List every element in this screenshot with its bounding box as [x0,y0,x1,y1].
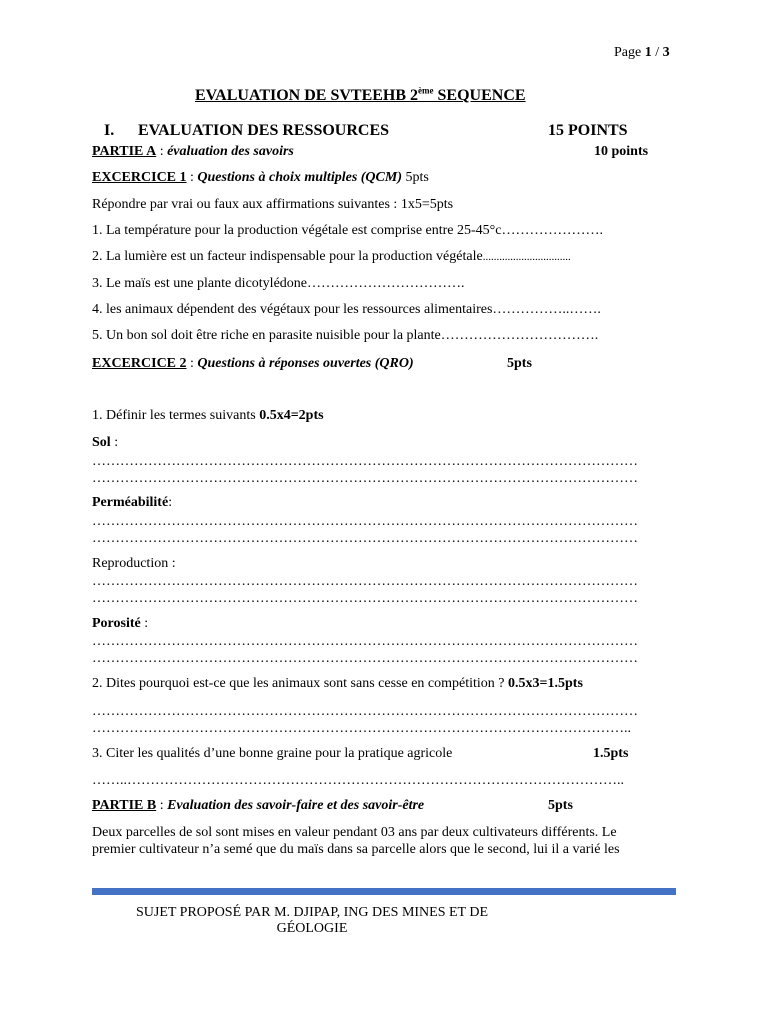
question-1-text: 1. Définir les termes suivants [92,408,260,423]
question-3: 3. Citer les qualités d’une bonne graine pour la pratique agricole [92,746,453,761]
exercise-2-label: EXCERCICE 2 [92,356,187,371]
partie-a-description: évaluation des savoirs [167,144,294,159]
exercise-1-instruction: Répondre par vrai ou faux aux affirmations suivantes : 1x5=5pts [92,197,454,212]
exercise-1-description: Questions à choix multiples (QCM) [197,170,402,185]
exercise-1-label: EXCERCICE 1 [92,170,187,185]
section-heading [104,122,114,140]
qcm-item-5: 5. Un bon sol doit être riche en parasite nuisible pour la plante……………………………. [92,328,599,343]
exercise-2-points: 5pts [507,356,532,371]
footer-line-2: GÉOLOGIE [276,921,348,936]
term-porosite [92,616,148,632]
footer-line-1: SUJET PROPOSÉ PAR M. DJIPAP, ING DES MINES ET DE [135,905,489,920]
title-main: EVALUATION DE SVTEEHB 2 [195,87,419,104]
footer-divider [92,888,676,895]
partie-a-heading [92,144,294,160]
page-current: 1 [644,45,652,60]
exercise-1-points: 5pts [402,170,429,185]
term-label: Reproduction : [92,556,176,571]
answer-line: ……………………………………………………………………………………………………… [92,704,638,719]
term-permeabilite [92,495,172,511]
answer-line: ……………………………………………………………………………………………………… [92,591,638,606]
section-label: EVALUATION DES RESSOURCES [138,122,390,139]
exercise-1-heading [92,170,429,186]
answer-line: ……………………………………………………………………………………………………… [92,454,638,469]
document-title [195,87,526,105]
partie-b-paragraph-line-1: Deux parcelles de sol sont mises en valeur pendant 03 ans par deux cultivateurs différents. Le [92,825,617,840]
question-2-text: 2. Dites pourquoi est-ce que les animaux sont sans cesse en compétition ? [92,676,509,691]
separator: : [156,798,168,813]
partie-b-heading [92,798,424,814]
partie-b-label: PARTIE B [92,798,157,813]
partie-a-label: PARTIE A [92,144,157,159]
term-reproduction [92,556,176,572]
section-number: I. [104,122,115,139]
qcm-item-4: 4. les animaux dépendent des végétaux pour les ressources alimentaires……………..……. [92,302,601,317]
separator: : [186,170,198,185]
qcm-item-1: 1. La température pour la production végétale est comprise entre 25-45°c…………………. [92,223,603,238]
exercise-2-description: Questions à réponses ouvertes (QRO) [197,356,414,371]
partie-b-points: 5pts [548,798,573,813]
answer-line: ……………………………………………………………………………………………………… [92,651,638,666]
answer-line: ……………………………………………………………………………………………………… [92,531,638,546]
term-suffix: : [168,495,173,510]
partie-b-paragraph-line-2: premier cultivateur n’a semé que du maïs dans sa parcelle alors que le second, lui il a varié les [92,842,620,857]
answer-line: …………………………………………………………………………………………………….. [92,721,631,736]
partie-a-points: 10 points [594,144,649,159]
page-number [614,45,670,61]
question-1 [92,408,324,424]
term-suffix: : [140,616,149,631]
answer-line: ……………………………………………………………………………………………………… [92,634,638,649]
qcm-item-3: 3. Le maïs est une plante dicotylédone……………………………. [92,276,465,291]
footer [92,905,532,937]
answer-line: ……………………………………………………………………………………………………… [92,574,638,589]
partie-b-description: Evaluation des savoir-faire et des savoir-être [167,798,425,813]
term-label: Sol [92,435,111,450]
separator: : [156,144,168,159]
term-label: Perméabilité [92,495,169,510]
qcm-item-2-text: 2. La lumière est un facteur indispensable pour la production végétale [92,249,483,264]
page-prefix: Page [614,45,645,60]
question-3-points: 1.5pts [593,746,629,761]
term-sol [92,435,118,451]
answer-line: ……………………………………………………………………………………………………… [92,471,638,486]
qcm-item-2 [92,249,571,265]
exercise-2-heading [92,356,414,372]
question-2-points: 0.5x3=1.5pts [508,676,583,691]
title-superscript: ème [418,85,434,96]
answer-line: ……..…………………………………………………………………………………………….. [92,773,624,788]
page-separator: / [651,45,663,60]
page-total: 3 [662,45,670,60]
section-points: 15 POINTS [548,122,628,139]
qcm-item-2-dots: ................................ [482,251,571,263]
answer-line: ……………………………………………………………………………………………………… [92,514,638,529]
title-tail: SEQUENCE [433,87,526,104]
term-label: Porosité [92,616,141,631]
question-1-points: 0.5x4=2pts [259,408,324,423]
term-suffix: : [110,435,119,450]
question-2 [92,676,583,692]
separator: : [186,356,198,371]
